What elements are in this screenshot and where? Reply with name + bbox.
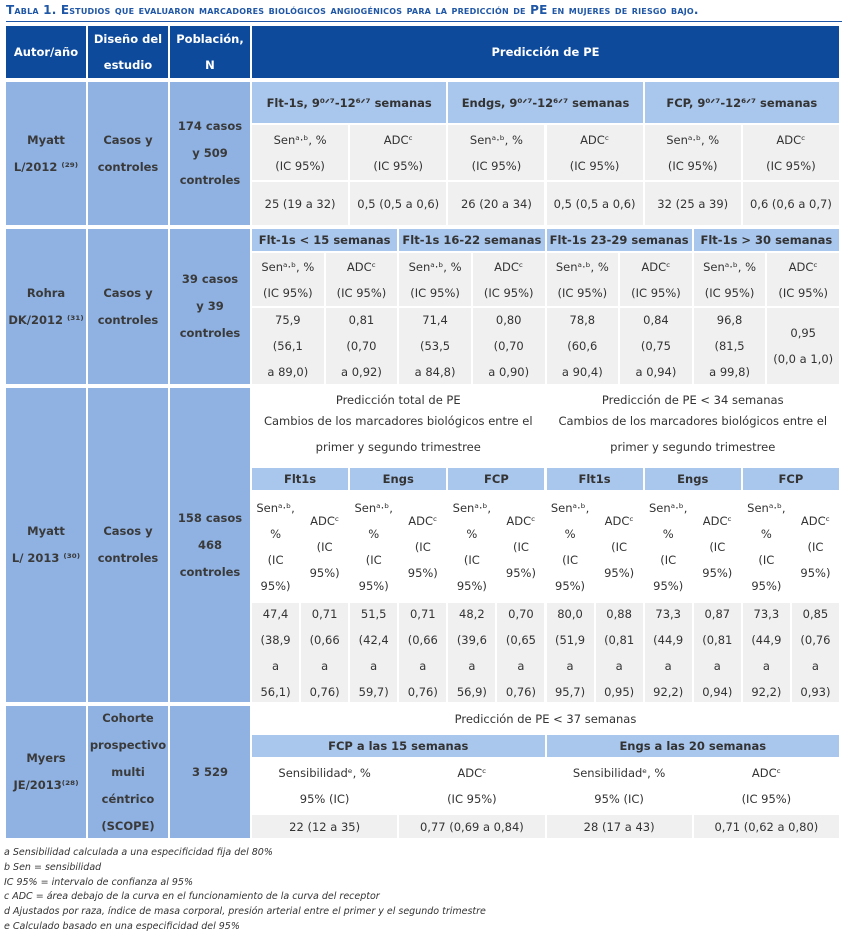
row2-value: 0,84 (0,75 a 0,94) xyxy=(620,308,692,384)
row1-metric-label: Senᵃ·ᵇ, % (IC 95%) xyxy=(645,125,741,180)
row1-metric-label: Senᵃ·ᵇ, % (IC 95%) xyxy=(448,125,544,180)
header-prediction: Predicción de PE xyxy=(252,26,839,78)
row1-metric-label: ADCᶜ (IC 95%) xyxy=(743,125,839,180)
row4-metric-label: ADCᶜ (IC 95%) xyxy=(694,759,839,813)
row3-metric-label: ADCᶜ (IC 95%) xyxy=(694,492,741,601)
row1-group-header: FCP, 9⁰ᐟ⁷-12⁶ᐟ⁷ semanas xyxy=(645,82,839,123)
header-author: Autor/año xyxy=(6,26,86,78)
row4-value: 0,71 (0,62 a 0,80) xyxy=(694,815,839,838)
row1-value: 0,5 (0,5 a 0,6) xyxy=(350,182,446,225)
row3-metric-label: Senᵃ·ᵇ, % (IC 95%) xyxy=(547,492,594,601)
header-population: Población, N xyxy=(170,26,250,78)
row3-group-header: Engs xyxy=(645,468,741,490)
row4-value: 28 (17 a 43) xyxy=(547,815,692,838)
header-design: Diseño del estudio xyxy=(88,26,168,78)
caption-rule xyxy=(6,21,842,22)
row3-value: 0,70 (0,65 a 0,76) xyxy=(497,603,544,702)
row4-author: Myers JE/2013⁽²⁸⁾ xyxy=(6,706,86,838)
row2-group-header: Flt-1s < 15 semanas xyxy=(252,229,397,251)
footnote: c ADC = área debajo de la curva en el funcionamiento de la curva del receptor xyxy=(4,891,380,903)
row1-design: Casos y controles xyxy=(88,82,168,225)
row1-group-header: Flt-1s, 9⁰ᐟ⁷-12⁶ᐟ⁷ semanas xyxy=(252,82,446,123)
row4-population: 3 529 xyxy=(170,706,250,838)
row2-metric-label: ADCᶜ (IC 95%) xyxy=(473,253,545,306)
row3-value: 0,71 (0,66 a 0,76) xyxy=(301,603,348,702)
row3-value: 73,3 (44,9 a 92,2) xyxy=(645,603,692,702)
row4-metric-label: Sensibilidadᵉ, % 95% (IC) xyxy=(547,759,692,813)
row1-population: 174 casos y 509 controles xyxy=(170,82,250,225)
footnote: IC 95% = intervalo de confianza al 95% xyxy=(4,876,193,888)
row2-metric-label: ADCᶜ (IC 95%) xyxy=(767,253,839,306)
row1-author: Myatt L/2012 ⁽²⁹⁾ xyxy=(6,82,86,225)
row3-group-header: FCP xyxy=(448,468,544,490)
row3-author: Myatt L/ 2013 ⁽³⁰⁾ xyxy=(6,388,86,702)
row1-metric-label: ADCᶜ (IC 95%) xyxy=(547,125,643,180)
footnote: d Ajustados por raza, índice de masa corporal, presión arterial entre el primer y el segundo trimestre xyxy=(4,906,486,918)
row2-value: 0,81 (0,70 a 0,92) xyxy=(326,308,398,384)
row4-metric-label: ADCᶜ (IC 95%) xyxy=(399,759,544,813)
row4-group-header: FCP a las 15 semanas xyxy=(252,735,545,757)
row2-value: 78,8 (60,6 a 90,4) xyxy=(547,308,619,384)
row1-value: 25 (19 a 32) xyxy=(252,182,348,225)
row2-metric-label: Senᵃ·ᵇ, % (IC 95%) xyxy=(547,253,619,306)
row3-metric-label: Senᵃ·ᵇ, % (IC 95%) xyxy=(743,492,790,601)
row3-group-header: Flt1s xyxy=(252,468,348,490)
row3-metric-label: ADCᶜ (IC 95%) xyxy=(596,492,643,601)
row3-value: 0,87 (0,81 a 0,94) xyxy=(694,603,741,702)
row2-value: 96,8 (81,5 a 99,8) xyxy=(694,308,766,384)
row2-value: 75,9 (56,1 a 89,0) xyxy=(252,308,324,384)
row3-value: 47,4 (38,9 a 56,1) xyxy=(252,603,299,702)
row3-value: 0,71 (0,66 a 0,76) xyxy=(399,603,446,702)
row3-population: 158 casos 468 controles xyxy=(170,388,250,702)
row2-metric-label: ADCᶜ (IC 95%) xyxy=(326,253,398,306)
row4-metric-label: Sensibilidadᵉ, % 95% (IC) xyxy=(252,759,397,813)
row3-value: 0,85 (0,76 a 0,93) xyxy=(792,603,839,702)
row1-value: 26 (20 a 34) xyxy=(448,182,544,225)
row2-metric-label: Senᵃ·ᵇ, % (IC 95%) xyxy=(252,253,324,306)
row4-value: 22 (12 a 35) xyxy=(252,815,397,838)
row3-section-subtitle: Cambios de los marcadores biológicos entre el primer y segundo trimestree xyxy=(252,414,545,454)
row3-design: Casos y controles xyxy=(88,388,168,702)
row4-design: Cohorte prospectivo multi céntrico (SCOPE) xyxy=(88,706,168,838)
row3-metric-label: ADCᶜ (IC 95%) xyxy=(301,492,348,601)
row3-group-header: Flt1s xyxy=(547,468,643,490)
row2-value: 0,95 (0,0 a 1,0) xyxy=(767,308,839,384)
row3-metric-label: Senᵃ·ᵇ, % (IC 95%) xyxy=(252,492,299,601)
row4-group-header: Engs a las 20 semanas xyxy=(547,735,840,757)
row1-metric-label: ADCᶜ (IC 95%) xyxy=(350,125,446,180)
row3-value: 80,0 (51,9 a 95,7) xyxy=(547,603,594,702)
table-caption: Tabla 1. Estudios que evaluaron marcadores biológicos angiogénicos para la predicción de PE en mujeres de riesgo bajo. xyxy=(6,3,699,17)
row2-value: 71,4 (53,5 a 84,8) xyxy=(399,308,471,384)
footnote: e Calculado basado en una especificidad del 95% xyxy=(4,920,240,932)
row1-value: 0,6 (0,6 a 0,7) xyxy=(743,182,839,225)
row2-population: 39 casos y 39 controles xyxy=(170,229,250,384)
row3-value: 0,88 (0,81 a 0,95) xyxy=(596,603,643,702)
row2-group-header: Flt-1s 16-22 semanas xyxy=(399,229,544,251)
row2-metric-label: ADCᶜ (IC 95%) xyxy=(620,253,692,306)
row2-group-header: Flt-1s 23-29 semanas xyxy=(547,229,692,251)
footnote: a Sensibilidad calculada a una especificidad fija del 80% xyxy=(4,847,273,858)
row3-value: 73,3 (44,9 a 92,2) xyxy=(743,603,790,702)
row2-metric-label: Senᵃ·ᵇ, % (IC 95%) xyxy=(694,253,766,306)
row2-group-header: Flt-1s > 30 semanas xyxy=(694,229,839,251)
row3-metric-label: ADCᶜ (IC 95%) xyxy=(792,492,839,601)
row3-metric-label: Senᵃ·ᵇ, % (IC 95%) xyxy=(645,492,692,601)
row3-section-title: Predicción total de PE xyxy=(252,388,545,412)
row2-author: Rohra DK/2012 ⁽³¹⁾ xyxy=(6,229,86,384)
row3-section-subtitle: Cambios de los marcadores biológicos entre el primer y segundo trimestree xyxy=(547,414,840,454)
row3-metric-label: Senᵃ·ᵇ, % (IC 95%) xyxy=(448,492,495,601)
row1-group-header: Endgs, 9⁰ᐟ⁷-12⁶ᐟ⁷ semanas xyxy=(448,82,642,123)
row4-value: 0,77 (0,69 a 0,84) xyxy=(399,815,544,838)
row4-section-title: Predicción de PE < 37 semanas xyxy=(252,706,839,731)
row3-metric-label: ADCᶜ (IC 95%) xyxy=(399,492,446,601)
row2-metric-label: Senᵃ·ᵇ, % (IC 95%) xyxy=(399,253,471,306)
row3-metric-label: ADCᶜ (IC 95%) xyxy=(497,492,544,601)
row3-value: 51,5 (42,4 a 59,7) xyxy=(350,603,397,702)
row2-design: Casos y controles xyxy=(88,229,168,384)
row3-metric-label: Senᵃ·ᵇ, % (IC 95%) xyxy=(350,492,397,601)
row1-metric-label: Senᵃ·ᵇ, % (IC 95%) xyxy=(252,125,348,180)
row1-value: 0,5 (0,5 a 0,6) xyxy=(547,182,643,225)
row3-value: 48,2 (39,6 a 56,9) xyxy=(448,603,495,702)
row1-value: 32 (25 a 39) xyxy=(645,182,741,225)
row3-group-header: Engs xyxy=(350,468,446,490)
row3-group-header: FCP xyxy=(743,468,839,490)
row3-section-title: Predicción de PE < 34 semanas xyxy=(547,388,840,412)
row2-value: 0,80 (0,70 a 0,90) xyxy=(473,308,545,384)
footnotes xyxy=(4,846,486,935)
footnote: b Sen = sensibilidad xyxy=(4,861,102,873)
